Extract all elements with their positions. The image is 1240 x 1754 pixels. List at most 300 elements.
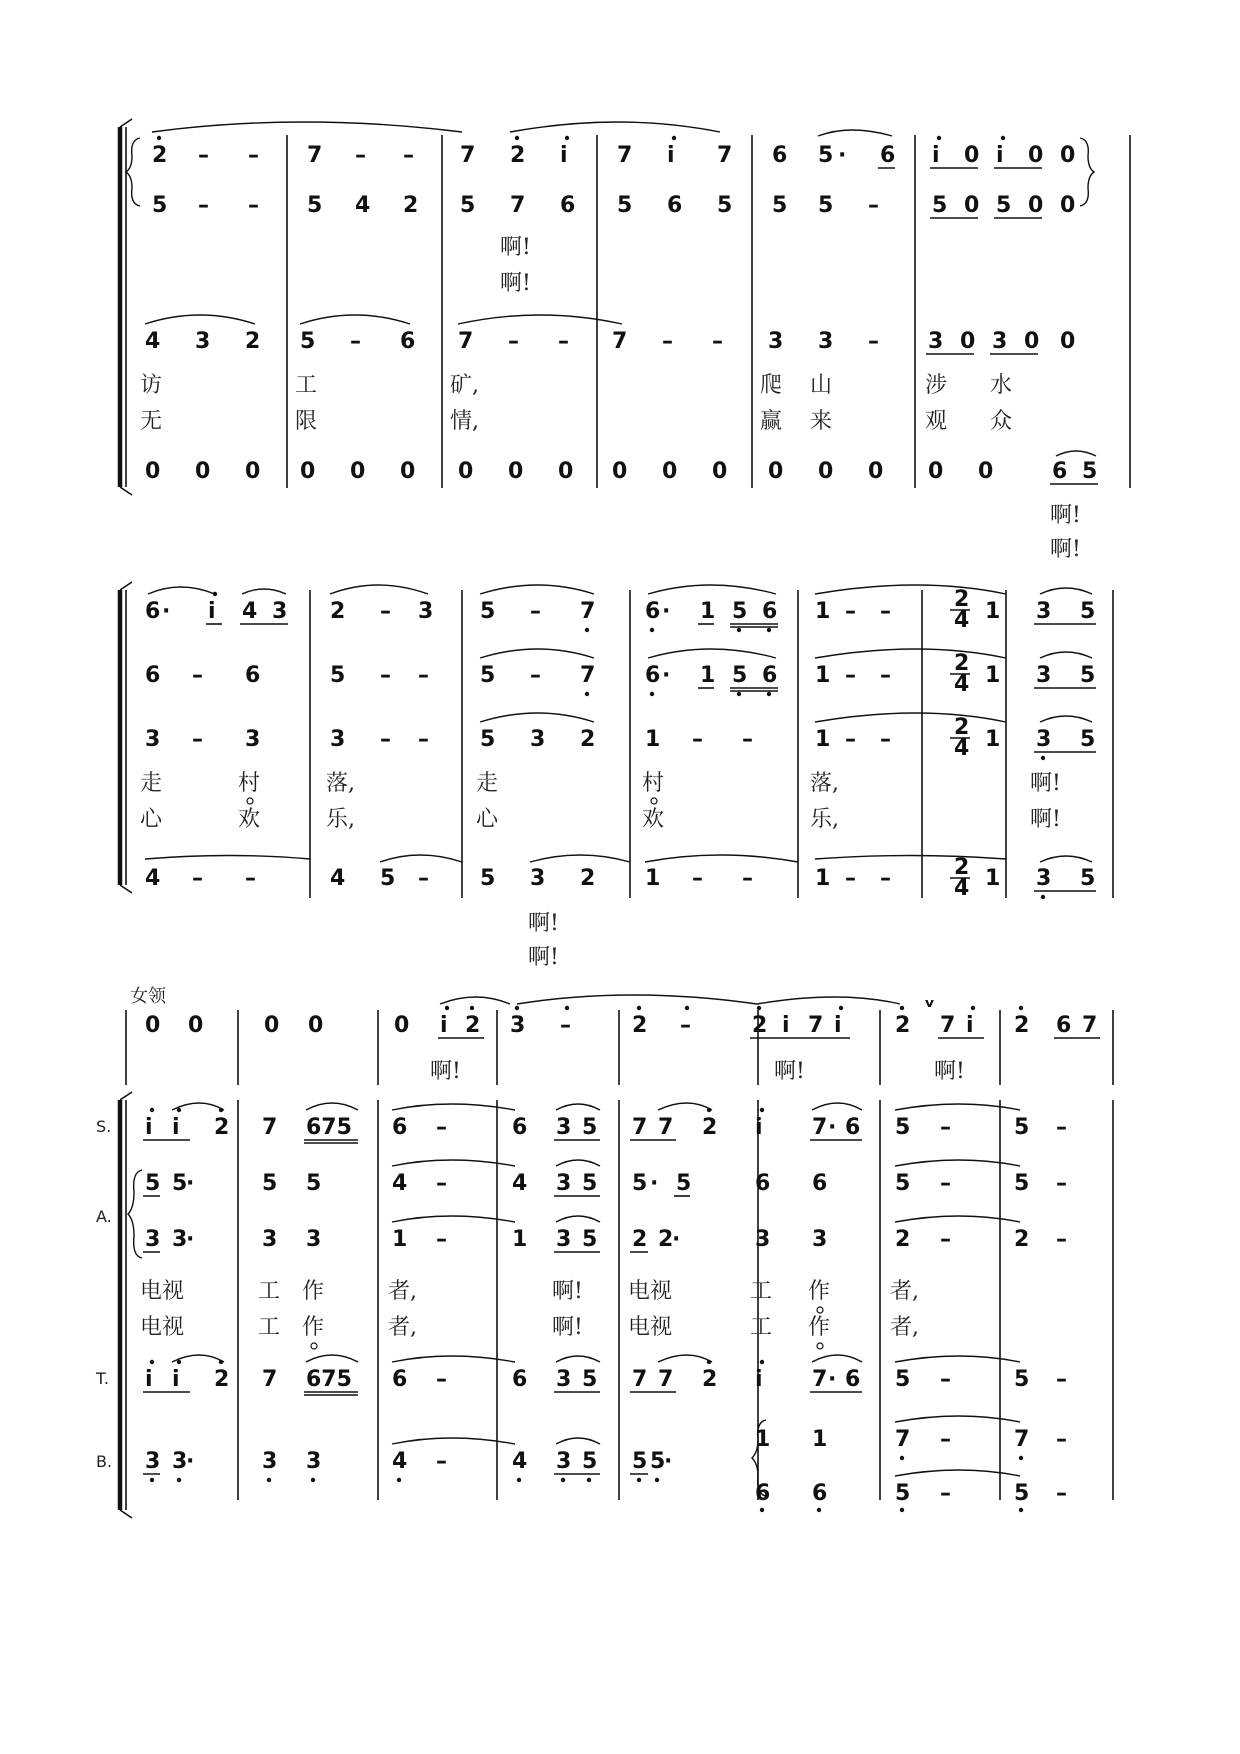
- note: –: [403, 143, 414, 168]
- s1-alto-row: [152, 193, 1075, 296]
- note: 3: [262, 1449, 278, 1474]
- note: 5: [582, 1171, 598, 1196]
- note: 7: [612, 329, 628, 354]
- octave-dot: [587, 1478, 591, 1482]
- lyric: 来: [810, 409, 833, 434]
- note: 2: [702, 1367, 718, 1392]
- slur: [480, 585, 594, 594]
- note: –: [845, 727, 856, 752]
- system-1: [120, 119, 1130, 562]
- note: 6: [845, 1367, 861, 1392]
- octave-dot: [565, 136, 569, 140]
- note: ·: [650, 1171, 659, 1196]
- octave-dot: [515, 136, 519, 140]
- note: –: [192, 663, 203, 688]
- note: 3: [1036, 866, 1052, 891]
- note: ·: [186, 1449, 195, 1474]
- note: –: [940, 1227, 951, 1252]
- octave-dot: [150, 1108, 154, 1112]
- note: –: [692, 727, 703, 752]
- octave-dot: [1041, 756, 1045, 760]
- note: 7: [940, 1013, 956, 1038]
- note: –: [868, 193, 879, 218]
- note: 7: [510, 193, 526, 218]
- note: 4: [392, 1171, 408, 1196]
- note: 6: [392, 1115, 408, 1140]
- lyric: 无: [140, 409, 163, 434]
- note: 3: [418, 599, 434, 624]
- note: 6: [1056, 1013, 1072, 1038]
- slur: [440, 997, 510, 1004]
- note: 6: [755, 1171, 771, 1196]
- note: 3: [755, 1227, 771, 1252]
- note: 3: [556, 1115, 572, 1140]
- note: 3: [928, 329, 944, 354]
- note: 2: [245, 329, 261, 354]
- slur: [530, 855, 630, 862]
- slur: [658, 1355, 712, 1362]
- note: 1: [392, 1227, 408, 1252]
- note: 0: [400, 459, 416, 484]
- note: 0: [768, 459, 784, 484]
- note: 3: [1036, 727, 1052, 752]
- note: –: [940, 1481, 951, 1506]
- note: 4: [954, 672, 970, 697]
- note: 0: [300, 459, 316, 484]
- note: 1: [812, 1427, 828, 1452]
- note: 村: [642, 771, 665, 796]
- octave-dot: [655, 1478, 659, 1482]
- female-lead-label: 女领: [130, 986, 166, 1007]
- note: 6: [880, 143, 896, 168]
- note: 0: [1028, 143, 1044, 168]
- system-2: [120, 582, 1113, 970]
- slur: [815, 649, 1006, 658]
- note: 5: [732, 663, 748, 688]
- s1-tenor-row: [145, 315, 1075, 354]
- note: i: [667, 143, 675, 168]
- note: 5: [617, 193, 633, 218]
- note: 5: [480, 663, 496, 688]
- note: i: [755, 1367, 763, 1392]
- note: 5: [717, 193, 733, 218]
- octave-dot: [150, 1360, 154, 1364]
- note: –: [560, 1013, 571, 1038]
- note: 675: [306, 1367, 352, 1392]
- note: 2: [632, 1227, 648, 1252]
- note: 1: [815, 599, 831, 624]
- slur: [658, 1103, 712, 1110]
- note: –: [192, 866, 203, 891]
- octave-dot: [150, 1478, 154, 1482]
- note: 5: [1080, 663, 1096, 688]
- slur: [330, 585, 428, 594]
- s3-bass-1-row: [143, 1416, 1067, 1482]
- note: 落,: [810, 771, 839, 796]
- note: 作: [302, 1279, 325, 1304]
- note: 7: [658, 1367, 674, 1392]
- slur: [510, 122, 720, 132]
- note: i: [560, 143, 568, 168]
- note: 0: [978, 459, 994, 484]
- note: 2: [954, 651, 970, 676]
- note: 电视: [140, 1315, 185, 1340]
- lyric: 工: [295, 373, 318, 398]
- slur: [1040, 588, 1092, 594]
- note: –: [868, 329, 879, 354]
- slur: [895, 1160, 1020, 1166]
- slur: [556, 1216, 600, 1222]
- note: 6: [400, 329, 416, 354]
- note: –: [712, 329, 723, 354]
- note: 1: [512, 1227, 528, 1252]
- lyric: 赢: [760, 409, 783, 434]
- octave-dot: [565, 1006, 569, 1010]
- octave-dot: [767, 692, 771, 696]
- slur: [480, 649, 594, 658]
- s3-alto-2-row: [143, 1216, 1067, 1252]
- octave-dot: [637, 1478, 641, 1482]
- note: 2: [895, 1013, 911, 1038]
- note: –: [940, 1171, 951, 1196]
- note: 2: [580, 866, 596, 891]
- alto-label: A.: [96, 1207, 112, 1226]
- octave-dot: [1019, 1508, 1023, 1512]
- note: 4: [330, 866, 346, 891]
- lyric: 山: [810, 373, 833, 398]
- slur: [152, 122, 462, 132]
- note: 1: [645, 727, 661, 752]
- note: 5: [582, 1367, 598, 1392]
- note: 电视: [628, 1279, 673, 1304]
- note: i: [834, 1013, 842, 1038]
- note: 3: [1036, 599, 1052, 624]
- note: 2: [752, 1013, 768, 1038]
- lyric: 爬: [760, 373, 783, 398]
- note: ·: [186, 1171, 195, 1196]
- s2-tenor-row: [145, 713, 1096, 761]
- octave-dot: [817, 1508, 821, 1512]
- note: 3: [556, 1171, 572, 1196]
- note: 6: [392, 1367, 408, 1392]
- s3-tenor-row: [143, 1355, 1067, 1395]
- slur: [648, 585, 776, 594]
- note: 0: [868, 459, 884, 484]
- octave-dot: [900, 1508, 904, 1512]
- note: 3: [172, 1449, 188, 1474]
- octave-dot: [760, 1508, 764, 1512]
- note: ·: [186, 1227, 195, 1252]
- note: 4: [954, 608, 970, 633]
- octave-dot: [585, 628, 589, 632]
- slur: [1040, 652, 1092, 658]
- note: 0: [1060, 143, 1076, 168]
- note: 1: [645, 866, 661, 891]
- note: 啊!: [1030, 807, 1061, 832]
- note: 0: [145, 459, 161, 484]
- note: 7: [617, 143, 633, 168]
- slur: [895, 1356, 1020, 1362]
- note: 0: [662, 459, 678, 484]
- note: ᵛ: [924, 995, 936, 1020]
- note: 6: [812, 1171, 828, 1196]
- note: –: [940, 1427, 951, 1452]
- note: –: [662, 329, 673, 354]
- note: 啊!: [552, 1315, 583, 1340]
- octave-dot: [650, 628, 654, 632]
- note: –: [1056, 1115, 1067, 1140]
- note: 3: [992, 329, 1008, 354]
- octave-dot: [757, 1006, 761, 1010]
- slur: [757, 997, 900, 1004]
- note: 5: [1014, 1481, 1030, 1506]
- octave-dot: [839, 1006, 843, 1010]
- note: –: [880, 663, 891, 688]
- note: 工: [258, 1315, 281, 1340]
- note: 0: [1024, 329, 1040, 354]
- note: 5: [480, 866, 496, 891]
- slur: [812, 1355, 862, 1362]
- octave-dot: [517, 1478, 521, 1482]
- note: 3: [306, 1449, 322, 1474]
- octave-dot: [311, 1478, 315, 1482]
- note: –: [380, 663, 391, 688]
- note: 0: [1060, 193, 1076, 218]
- note: 6: [845, 1115, 861, 1140]
- note: 6: [645, 599, 661, 624]
- note: 4: [355, 193, 371, 218]
- octave-dot: [397, 1478, 401, 1482]
- note: –: [558, 329, 569, 354]
- note: –: [436, 1227, 447, 1252]
- note: 0: [612, 459, 628, 484]
- note: 5: [650, 1449, 666, 1474]
- note: 5: [262, 1171, 278, 1196]
- note: ·: [664, 1449, 673, 1474]
- soprano-label: S.: [96, 1117, 112, 1136]
- note: i: [966, 1013, 974, 1038]
- note: –: [845, 599, 856, 624]
- lyric: 啊!: [500, 235, 531, 260]
- octave-dot: [157, 136, 161, 140]
- note: 4: [954, 736, 970, 761]
- note: 0: [264, 1013, 280, 1038]
- note: 4: [242, 599, 258, 624]
- slur: [517, 995, 757, 1004]
- note: –: [742, 866, 753, 891]
- note: 4: [512, 1449, 528, 1474]
- slur: [815, 856, 1006, 860]
- octave-dot: [760, 1108, 764, 1112]
- note: –: [530, 599, 541, 624]
- note: 走: [140, 771, 163, 796]
- note: 2: [403, 193, 419, 218]
- bracket-hook: [120, 119, 132, 127]
- note: 5: [1080, 727, 1096, 752]
- note: 5: [895, 1171, 911, 1196]
- lyric: 啊!: [528, 945, 559, 970]
- note: 6: [245, 663, 261, 688]
- note: –: [880, 866, 891, 891]
- note: 6: [512, 1115, 528, 1140]
- s3-lyrics: [140, 1279, 919, 1349]
- octave-dot: [561, 1478, 565, 1482]
- note: i: [440, 1013, 448, 1038]
- octave-dot: [177, 1478, 181, 1482]
- note: i: [145, 1367, 153, 1392]
- note: 0: [188, 1013, 204, 1038]
- note: 7: [658, 1115, 674, 1140]
- octave-dot: [900, 1006, 904, 1010]
- note: 5: [1082, 459, 1098, 484]
- note: –: [845, 866, 856, 891]
- slur: [556, 1160, 600, 1166]
- note: 3: [330, 727, 346, 752]
- note: 走: [476, 771, 499, 796]
- note: 2: [1014, 1013, 1030, 1038]
- note: –: [248, 193, 259, 218]
- bass-label: B.: [96, 1452, 113, 1471]
- note: ·: [828, 1115, 837, 1140]
- note: 5: [307, 193, 323, 218]
- slur: [306, 1103, 358, 1110]
- slur: [145, 856, 310, 860]
- slur: [242, 589, 286, 594]
- note: 0: [964, 143, 980, 168]
- note: 5: [460, 193, 476, 218]
- note: –: [418, 663, 429, 688]
- note: 7: [262, 1367, 278, 1392]
- note: 3: [172, 1227, 188, 1252]
- note: 0: [712, 459, 728, 484]
- note: 欢: [238, 807, 261, 832]
- note: 7: [1014, 1427, 1030, 1452]
- note: –: [940, 1367, 951, 1392]
- octave-dot: [737, 628, 741, 632]
- note: –: [742, 727, 753, 752]
- note: i: [932, 143, 940, 168]
- slur: [818, 130, 892, 136]
- note: 1: [700, 599, 716, 624]
- note: –: [436, 1115, 447, 1140]
- note: 者,: [890, 1279, 919, 1304]
- note: 0: [928, 459, 944, 484]
- note: –: [1056, 1367, 1067, 1392]
- note: 7: [458, 329, 474, 354]
- s2-bass-row: [145, 855, 1096, 970]
- note: 工: [258, 1279, 281, 1304]
- lyric: 啊!: [430, 1059, 461, 1084]
- note: –: [1056, 1427, 1067, 1452]
- slur: [895, 1216, 1020, 1222]
- note: –: [845, 663, 856, 688]
- lyric: 水: [990, 373, 1013, 398]
- note: 0: [195, 459, 211, 484]
- note: 5: [145, 1171, 161, 1196]
- note: 0: [960, 329, 976, 354]
- s1-bass-row: [145, 451, 1098, 562]
- note: 7: [262, 1115, 278, 1140]
- note: 675: [306, 1115, 352, 1140]
- note: 2: [214, 1367, 230, 1392]
- note: 作: [808, 1315, 831, 1340]
- note: 0: [394, 1013, 410, 1038]
- note: –: [192, 727, 203, 752]
- slur: [300, 315, 410, 324]
- note: –: [245, 866, 256, 891]
- note: 5: [996, 193, 1012, 218]
- slur: [895, 1416, 1020, 1422]
- note: 5: [676, 1171, 692, 1196]
- lyric: 限: [295, 409, 318, 434]
- barline: [120, 1092, 132, 1100]
- note: –: [380, 727, 391, 752]
- note: i: [172, 1367, 180, 1392]
- note: 2: [510, 143, 526, 168]
- slur: [556, 1356, 600, 1362]
- octave-dot: [637, 1006, 641, 1010]
- slur: [1040, 856, 1092, 862]
- note: –: [355, 143, 366, 168]
- note: –: [198, 143, 209, 168]
- note: 0: [818, 459, 834, 484]
- octave-dot: [585, 692, 589, 696]
- note: –: [880, 599, 891, 624]
- octave-dot: [247, 798, 253, 804]
- note: 作: [302, 1315, 325, 1340]
- note: 6: [512, 1367, 528, 1392]
- octave-dot: [685, 1006, 689, 1010]
- s1-lyrics: [140, 373, 1012, 434]
- note: 0: [458, 459, 474, 484]
- note: 6: [755, 1481, 771, 1506]
- note: 1: [985, 866, 1001, 891]
- note: 2: [1014, 1227, 1030, 1252]
- note: 5: [306, 1171, 322, 1196]
- note: 0: [308, 1013, 324, 1038]
- note: 4: [954, 876, 970, 901]
- note: ·: [662, 663, 671, 688]
- lyric: 访: [140, 373, 163, 398]
- note: 3: [306, 1227, 322, 1252]
- note: 7: [632, 1367, 648, 1392]
- octave-dot: [651, 798, 657, 804]
- lyric: 情,: [450, 409, 479, 434]
- note: 2: [895, 1227, 911, 1252]
- note: 7: [580, 663, 596, 688]
- slur: [145, 315, 255, 324]
- note: 5: [480, 727, 496, 752]
- note: 心: [140, 807, 163, 832]
- octave-dot: [177, 1108, 181, 1112]
- note: 3: [245, 727, 261, 752]
- note: i: [996, 143, 1004, 168]
- note: 0: [964, 193, 980, 218]
- note: i: [208, 599, 216, 624]
- note: 2: [580, 727, 596, 752]
- note: 6: [645, 663, 661, 688]
- note: 3: [145, 1227, 161, 1252]
- note: i: [145, 1115, 153, 1140]
- note: –: [1056, 1171, 1067, 1196]
- note: 者,: [890, 1315, 919, 1340]
- note: 7: [1082, 1013, 1098, 1038]
- note: –: [680, 1013, 691, 1038]
- note: ·: [838, 143, 847, 168]
- s2-alto-row: [145, 649, 1096, 697]
- note: 6: [145, 663, 161, 688]
- note: 心: [476, 807, 499, 832]
